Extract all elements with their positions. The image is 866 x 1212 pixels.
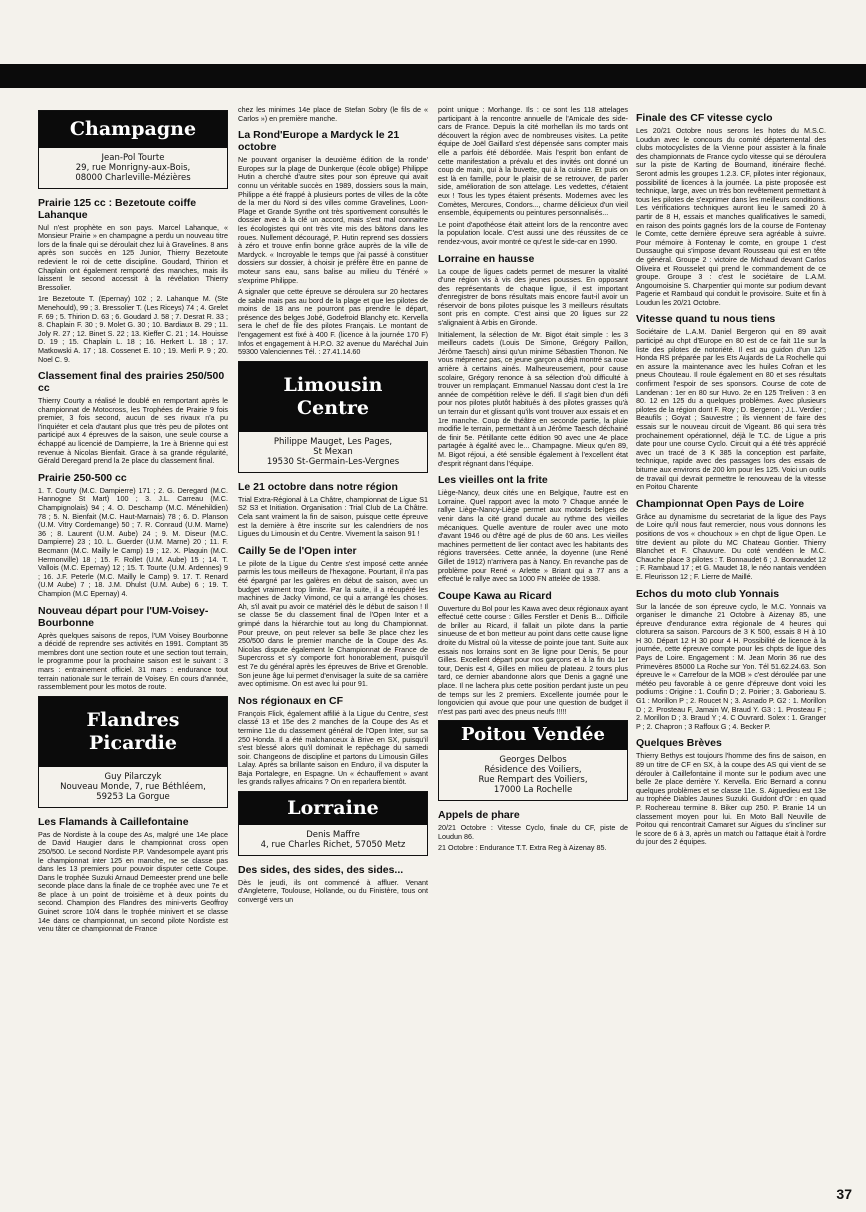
article-nouveau-depart: Après quelques saisons de repos, l'UM Voisey Bourbonne a décidé de reprendre ses activités en 1991. Comptant 35 membres dont une section route et une section tout terrain, le programme pour la prochaine saison est le suivant : 3 mars : entrainement officiel. 31 mars : endurance tout terrain nationale sur le terrain de Voisey. En cours d'année, rassemblement pour les motos de route.	[38, 630, 228, 692]
top-black-band	[0, 64, 866, 88]
limousin-box	[238, 361, 428, 473]
article-classement: Thierry Courty a réalisé le doublé en remportant après le championnat de Motocross, les Trophées de Prairie 9 fois premier, 3 fois second, aucun de ses rivaux n'a pu l'inquiéter et cela d'autant plus que très peu de pilotes ont participé aux 4 épreuves de la saison, une seule course a échappé au licencié de Dampierre, la 1re à Brienne qui est revenue à Nicolas Bienfait. Grace à sa grande régularité, Gérald Deregard prend la 2e place du classement final.	[38, 396, 228, 466]
flandres-addr-3: 59253 La Gorgue	[96, 791, 170, 802]
headline-prairie250: Prairie 250-500 cc	[38, 471, 127, 484]
column-4	[636, 106, 826, 850]
article-continued-col2: chez les minimes 14e place de Stefan Sobry (le fils de « Carlos ») en première manche.	[238, 105, 428, 123]
results-prairie250: 1. T. Courty (M.C. Dampierre) 171 ; 2. G. Deregard (M.C. Hannogne St Mart) 100 ; 3. J.L. Carreau (M.C. Champignolais) 94 ; 4. O. Deschamp (M.C. Ménehildien) 78 ; 5. N. Bienfait (M.C. Haut-Marnais) 78 ; 6. D. Planson (U.M. Vitry Cordemange) 50 ; 7. R. Conraud (U.M. Marne) 36 ; 8. Laurent (U.M. Aube) 24 ; 9. M. Diseur (M.C. Dampierre) 23 ; 10. L. Guerder (U.M. Marne) 20 ; 11. F. Becmann (M.C. Mailly le Camp) 19 ; 12. X. Plaquin (M.C. Hermonville) 18 ; 15. F. Rollet (U.M. Aube) 15 ; 14. T. Vallois (M.C. Epernay) 12 ; 15. T. Tourte (U.M. Ardennes) 9 ; 16. J.F. Peterle (M.C. Mailly le Camp) 9. 17. T. Renard (U.M Aube) 7 ; 18. J.M. Dhulst (U.M. Aube) 6 ; 19. T. Champion (M.C Epernay) 4.	[38, 485, 228, 598]
flandres-box	[38, 696, 228, 808]
article-lorraine-hausse: La coupe de ligues cadets permet de mesurer la vitalité d'une région vis à vis des jeunes pousses. En opposant des représentants de chaque ligue, il est important d'enregistrer de bons résultats mais encore faut-il avoir un réservoir de bons pilotes puisque les 3 meilleurs résultats sont pris en compte. C'est ainsi que 20 ligues sur 22 s'alignaient à Arbis en Gironde.	[438, 266, 628, 328]
limousin-addr-1: Philippe Mauget, Les Pages,	[273, 436, 393, 447]
headline-classement: Classement final des prairies 250/500 cc	[38, 370, 225, 395]
headline-breves: Quelques Brèves	[636, 737, 722, 750]
article-sides: Dès le jeudi, ils ont commencé à affluer. Venant d'Angleterre, Toulouse, Hollande, ou du Finistère, tous ont convergé vers un	[238, 877, 428, 904]
headline-vieilles: Les vieilles ont la frite	[438, 474, 548, 487]
headline-ronde: La Rond'Europe a Mardyck le 21 octobre	[238, 129, 400, 154]
article-vieilles: Liège-Nancy, deux cités une en Belgique, l'autre est en Lorraine. Quel rapport avec la moto ? Chaque année le rallye Liège-Nancy-Liège permet aux motards belges de venir dans la cité grand ducale au rythme des vieilles mécaniques. Quelle aventure de rouler avec une moto d'avant 1946 ou d'être agé de plus de 60 ans. Les vieilles machines permettent de lier contact avec les habitants des régions traversées. Cette année, la doyenne (une René Gillet de 1912) n'arrivera pas à Nancy. En revanche pas de problème pour René « Arlette » Briant qui a 77 ans a effectué le rallye avec sa 1000 FN attelée de 1938.	[438, 488, 628, 584]
headline-appels: Appels de phare	[438, 809, 520, 821]
article-nos-regionaux: François Flick, également affilié à la Ligue du Centre, s'est classé 13 et 15e des 2 manches de la Coupe des As et termine 11e du classement général de l'Open Inter, sur sa 250 Honda. Il a été malchanceux à Brive en SX, puisqu'il s'est blessé alors qu'il dominait le repêchage du samedi soir. Changeons de discipline et partons du Limousin Gilles Lalay. Après sa brillante saison en Enduro, il va disputer la Baja Portalegre, en Espagne. Un « échauffement » avant les grands rallyes africains ? On en reparlera bientôt.	[238, 708, 428, 787]
headline-sides: Des sides, des sides, des sides...	[238, 863, 404, 876]
limousin-title-1: Limousin	[283, 373, 383, 396]
headline-open: Championnat Open Pays de Loire	[636, 497, 805, 510]
lorraine-addr-2: 4, rue Charles Richet, 57050 Metz	[260, 839, 406, 850]
article-open: Grâce au dynamisme du secretariat de la ligue des Pays de Loire qu'il nous faut remercier, nous vous donnons les positions de vos « chouchoux » en chpt de ligue Open. Le titre devient au pilote du MC Chateau Gontier. Thierry Blanchet et F. Chauvure. Du coté vendéen le M.C. Chauche place 3 pilotes : T. Bonnaudet 6 ; J. Bonnaudet 12 ; F. Rambaud 17 ; et G. Maudet 18, le néo nantais vendéen E. Fleurisson 12 ; F. Lierre de Maillé.	[636, 511, 826, 581]
headline-cailly: Cailly 5e de l'Open inter	[238, 544, 357, 557]
article-appels-2: 21 Octobre : Endurance T.T. Extra Reg à Aizenay 85.	[438, 843, 607, 853]
results-prairie125: 1re Bezetoute T. (Epernay) 102 ; 2. Lahanque M. (Ste Menehould), 99 ; 3. Bressolier T. (Les Riceys) 74 ; 4. Grelet F. 69 ; 5. Thirion D. 63 ; 6. Goudard J. 58 ; 7. Desrat R. 33 ; 8. Chaplain F. 30 ; 9. Molet G. 30 ; 10. Bardiaux B. 29 ; 11. Joly R. 27 ; 12. Binet S. 22 ; 13. Kieffer C. 21 ; 14. Houisse D. 19 ; 15. Chaplain L. 18 ; 16. Herkert L. 18 ; 17. Matkowski A. 17 ; 18. Cossenet E. 10 ; 19. Merli P. 9 ; 20. Noel C. 9.	[38, 294, 228, 364]
poitou-addr-4: 17000 La Rochelle	[493, 785, 573, 795]
article-cailly: Le pilote de la Ligue du Centre s'est imposé cette année parmis les tous meilleurs de l'hexagone. Pourtant, il n'a pas été épargné par les galères en début de saison, avec un budget vraiment trop limite. Par la suite, il a récupéré les machines de Jacky Vimond, ce qui a arrangé les choses. Ah, s'il avait pu avoir ce matériel dès le début de saison ! Il se classe 5e du classement final de l'Open Inter et a grimpé dans la hiérarchie tout au long du Championnat. Pour preuve, on peut relever sa belle 3e place chez les 250/500 dans le premier manche de la Coupe des As. Nicolas dispute également le Championnat de France de Supercross et s'y comporte fort honorablement, puisqu'il est 7e du général après les épreuves de Brive et Grenoble. Son jeune âge lui permet d'envisager la suite de sa carrière avec optimisme. On est avec lui pour 91.	[238, 558, 428, 689]
champagne-title: Champagne	[39, 111, 227, 148]
poitou-title: Poitou Vendée	[439, 721, 627, 750]
headline-vitesse: Vitesse quand tu nous tiens	[636, 313, 776, 326]
flandres-addr-1: Guy Pilarczyk	[104, 771, 162, 782]
poitou-addr-2: Résidence des Voiliers,	[484, 765, 582, 775]
column-1	[38, 106, 228, 937]
headline-flamands: Les Flamands à Caillefontaine	[38, 815, 189, 828]
article-kawa: Ouverture du Bol pour les Kawa avec deux régionaux ayant effectué cette course : Gilles Ferstler et Denis B... Difficile de briller au Ricard, il fallait un pilote dans la partie sinueuse de et bon metteur au point dans cette cause ligne droite du Mistral où la vitesse de pointe joue tant. Suite aux essais nos lorrains sont en 3e ligne pour Denis, 5e pour Gilles. Excellent départ pour nos garçons et à la fin du 1er tour, Denis est 4, Gilles en milieu de plateau. 2 tours plus tard, ce dernier abandonne alors que Denis a gagné une place. Il ne lachera plus cette position perdant juste un peu de temps sur les 2 premiers. Excellente journée pour le longovicien qui avoue que pour une question de budget il n'est pas parti avec des pneus neufs !!!!!	[438, 603, 628, 716]
flandres-addr-2: Nouveau Monde, 7, rue Béthléem,	[60, 781, 206, 792]
limousin-addr-2: St Mexan	[313, 446, 353, 457]
headline-echos: Echos du moto club Yonnais	[636, 587, 780, 600]
lorraine-box	[238, 791, 428, 856]
champagne-box	[38, 110, 228, 189]
headline-nouveau-depart: Nouveau départ pour l'UM-Voisey-Bourbonne	[38, 604, 209, 629]
headline-lorraine-hausse: Lorraine en hausse	[438, 252, 535, 265]
article-appels: 20/21 Octobre : Vitesse Cyclo, finale du CF, piste de Loudun 86.	[438, 823, 628, 841]
champagne-addr-2: 29, rue Monrigny-aux-Bois,	[75, 162, 191, 173]
article-lorraine-hausse-2: Initialement, la sélection de Mr. Bigot était simple : les 3 meilleurs cadets (Louis De Simone, Grégory Paillon, Jérôme Taesch) ainsi qu'un minime Sébastien Thonon. Ne vous méprenez pas, ce jeune garçon a déjà montré sa roue arrière à certains ainés. Malheureusement, pour cause scolaire, Grégory renonce à sa sélection d'où difficulté à trouver un remplaçant. Emmanuel Nassau dont c'est la 1re année de compétition relève le défi. Il s'agit bien d'un défi pour nos pilotes plutôt habitués à des pilotes grasses qu'à un terrain dur et glissant qu'ils vont trouver aux essais et en 1re manche. Coup de théâtre en seconde partie, la pluie modifie le terrain, permettant à un Jérôme Taesch déchainé de finir 5e. Pétillante cette édition 90 avec une 4e place partagée à égalité avec le... Champagne. Mieux qu'en 89, M. Bigot réjoui, a été sensible également à l'excellent état d'esprit régnant dans l'équipe.	[438, 329, 628, 468]
article-21-octobre: Trial Extra-Régional à La Châtre, championnat de Ligue S1 S2 S3 et Initiation. Organisation : Trial Club de La Châtre. Cela sant vraiment la fin de saison, puisque cette épreuve est la dernière à être inscrite sur les calendriers de nos Ligues du Limousin et du Centre. Vivement la saison 91 !	[238, 494, 428, 539]
article-continued-col3-2: Le point d'apothéose était atteint lors de la rencontre avec la population locale. C'est aussi une des réussites de ce rendez-vous, avoir montré ce qu'est le side-car en 1990.	[438, 219, 628, 246]
headline-21-octobre: Le 21 octobre dans notre région	[238, 480, 398, 493]
headline-finale: Finale des CF vitesse cyclo	[636, 112, 773, 124]
article-echos: Sur la lancée de son épreuve cyclo, le M.C. Yonnais va organiser le dimanche 21 Octobre à Aizenay 85, une épreuve d'endurance extra régionale de 4 heures qui cloturera sa saison. Parcours de 3 K 500, essais 8 H à 10 H 30. Départ 12 H 30 pour 4 H. Possibilité de licence à la journée, cette épreuve compte pour les chpts de ligue des Pays de Loire. Engagement : M. Jean Morin 36 rue des Primevères 85000 La Roche sur Yon. Tél 51.62.24.63. Son épreuve le « Carrefour de la MOB » c'est déroulée par une météo peu favorable à ce genre d'épreuve dont voici les podiums : Origine : 1. Coufin D ; 2. Poirier ; 3. Gaborieau S. G1 : Morillon P ; 2. Roucet N ; 3. Asnado P. G2 : 1. Morillon D ; 2. Prosteau F, Jamain W, Braud Y. G3 : 1. Prosteau F ; 2. Morillon D ; 3. Braud Y ; 4. C Ouvrard. Solex : 1. Granger P ; 2. Chapron ; 3 Raffoux G ; 4. Becker P.	[636, 601, 826, 731]
article-flamands: Pas de Nordiste à la coupe des As, malgré une 14e place de David Haugier dans le championnat cross open 250/500. Le second Nordiste P.P. Vandesompele ayant pris le championnat inter 125 en manche, ne se classe pas dans les 13 premiers pour pouvoir disputer cette Coupe. Dans le trophée Suzuki Arnaud Demeester prend une belle seconde place dans la finale de ce trophée avec une 7e et 8e place à un point de troisième et à deux points du second. Champion des Flandres des mini-verts Geoffroy Guinet scrore 10/4 dans le trophée minivert et se classe 14e dans ce championnat, un second pilote Nordiste est venu tâter ce championnat de France	[38, 829, 228, 934]
article-prairie125: Nul n'est prophète en son pays. Marcel Lahanque, « Monsieur Prairie » en champagne a perdu un nouveau titre lors de la finale qui se déroulait chez lui à Gravelines. 8 ans après son succès en 125 Junior, Thierry Bezetoute redevient le roi de cette discipline. Goudard, Thirion et Chaplain ont également remporté des manches, mais ils laissent le second accessit à la révélation Thierry Bressolier.	[38, 222, 228, 292]
article-vitesse: Sociétaire de L.A.M. Daniel Bergeron qui en 89 avait participé au chpt d'Europe en 80 est de ce fait 11e sur la liste des pilotes de notoriété. Il est au guidon d'un 125 Honda RS préparée par les Ets Aujards de La Rochelle qui en assure la maintenance avec les huiles Cofran et les pneus Chouteau. Il roule également en 80 et ses résultats confirment l'espoir de ses sponsors. Course de cote de Landenan : 1er en 80 sur Huvo. 2e en 125 Treliven : 3 en 80. 12 en 125 du a quelques problèmes. Avec plusieurs pilotes de la région dont F. Roy ; D. Bergeron ; J.L. Verdier ; Beaufils ; Goyat ; Sauvestre ; ils viennent de faire des essais sur le nouveau circuit de Vigeant. 86 qui sera très prochainement opérationnel, déjà le T.C. de Ligue a pris date pour une course Cyclo. Circuit qui a été très apprécié avec un tracé de 3 K 385 la conception est parfaite, technique, rapide avec des passages lors des essais de bitume aux environs de 200 km pour les 125. Voici un outils de travail qui devrait permettre le renouveau de la vitesse en Poitou Charente	[636, 327, 826, 492]
poitou-box	[438, 720, 628, 801]
article-ronde-2: A signaler que cette épreuve se déroulera sur 20 hectares de sable mais pas au bord de la plage et que les pilotes de moins de 18 ans ne pourront pas prendre le départ, présence des belges Jobé, Godefroid Blanchy etc. Kervella sera le chef de file des pilotes Français. Le montant de l'engagement est fixé à 400 F. (licence à la journée 170 F) Infos et engagement à H.P.O. 32 avenue du Maréchal Juin 59300 Valenciennes Tél. : 27.41.14.60	[238, 287, 428, 357]
champagne-addr-3: 08000 Charleville-Mézières	[75, 172, 191, 183]
article-ronde: Ne pouvant organiser la deuxième édition de la ronde' Europes sur la plage de Dunkerque (école oblige) Philippe Hutin a cherché d'autre sites pour son épreuve qui avait connu un véritable succès en 1989, dossiers sous la main, Philippe a été frappé à plusieurs portes de villes de la côte de la mer du Nord si des villes comme Gravelines, Loon-Plage et Grande Synthe ont très sportivement consultés le dossier avec à la clé un accord, mais s'est mal connaitre les écologistes qui ont très vite mis des bâtons dans les roues. Nullement découragé, P. Hutin reprend ses dossiers à zéro et trouve enfin bonne grâce auprès de la ville de Mardyck. « Incroyable le temps que j'ai passé à constituer dossiers sur dossier, à choisir je préfère être en panne de moteur sans eau, sans balise au milieu du Ténéré » s'exprime Philippe.	[238, 155, 428, 285]
headline-nos-regionaux: Nos régionaux en CF	[238, 694, 344, 707]
headline-prairie125: Prairie 125 cc : Bezetoute coiffe Lahanque	[38, 196, 197, 221]
lorraine-addr-1: Denis Maffre	[306, 829, 360, 840]
flandres-title-1: Flandres	[86, 708, 180, 731]
poitou-addr-1: Georges Delbos	[499, 755, 567, 765]
poitou-addr-3: Rue Rempart des Voiliers,	[478, 775, 588, 785]
article-breves: Thierry Bethys est toujours l'homme des fins de saison, en 89 un titre de CF en SX, à la coupe des AS qui vient de se dérouler à Caillefontaine il monte sur le podium avec une belle 2e place derrière Y. Kervella. Eric Bernard a connu quelques problèmes et se classe 11e. S. Aiguedieu est 13e au trophée Diables Jaunes Suzuki. Guidont d'Or : en quad P. Rochereau termine 8. Biker cup 250. P. Branie 14 un classement moyen pour lui. En Moto Ball Neuville de Poitou qui rencontrait Camaret sur Aigues du s'incliner sur le score de 6 à 3, après un match ou l'attaque était à l'ordre du jour des 2 équipes.	[636, 751, 826, 847]
article-finale: Les 20/21 Octobre nous serons les hotes du M.S.C. Loudun avec le concours du comité départemental des clubs motocyclistes de la Vienne pour assister à la finale des championnats de France cyclo vitesse qui se déroulera sur la piste de Karting de Bournand, itinéraire fleché. Seront admis les groupes 1.2.3. CF, pilotes inter régionaux, possibilité de licences à la journée. La piste proposée est technique, large, avec un très bon revêtement permettant à tous les pilotes de s'exprimer dans les meilleurs conditions. Les vérifications techniques auront lieu le samedi 20 à partir de 8 H, essais et manches qualificatives le samedi, en raison des points gagnés lors de la course de Fontenay le Comte, cette dernière épreuve sera agréable à suivre. Pour mémoire à Fontenay le comte, en groupe 1 c'est Dussaughe qui s'impose devant Rousseau qui est en tête de général. Groupe 2 : victoire de Michaud devant Carlos Oliveira et Rousselet qui prend le commandement de ce groupe. Groupe 3 : c'est le sociétaire de L.A.M. Angoumoisine S. Charpentier qui monte sur podium devant Pagerie et Rambaud qui conduit le provisoire. Suite et fin à Loudun les 20/21 Octobre.	[636, 126, 826, 307]
article-continued-col3: point unique : Morhange. Ils : ce sont les 118 attelages participant à la rencontre annuelle de l'Amicale des side-cars de France. Depuis la cité morhellan ils mo tards ont découvert la région avec de nombreuses visites. La petite équipe de Joël Gaillard s'est dépensée sans compter mais elle a parfois été débordée. Mais l'esprit bon enfant de cette manifestation a prévalu et des invités ont donné un coup de main, qui à la buvette, qui à la cuisine. Et puis on est là en famille, pour le plaisir de se retrouver, de parler side, amélioration de son attelage. Les vedettes, c'étaient eux ! Tous les types étaient présents. Modernes avec les Comètes, Mercures, Condors..., charme délicieux d'un vieil ensemble, équipements ou peintures personnalisés...	[438, 105, 628, 218]
limousin-addr-3: 19530 St-Germain-Les-Vergnes	[266, 456, 400, 467]
column-2	[238, 106, 428, 907]
limousin-title-2: Centre	[297, 396, 369, 419]
headline-kawa: Coupe Kawa au Ricard	[438, 589, 552, 602]
flandres-title-2: Picardie	[89, 731, 177, 754]
page-number: 37	[836, 1186, 852, 1202]
lorraine-title: Lorraine	[239, 792, 427, 825]
column-3	[438, 106, 628, 856]
champagne-addr-1: Jean-Pol Tourte	[101, 152, 165, 163]
